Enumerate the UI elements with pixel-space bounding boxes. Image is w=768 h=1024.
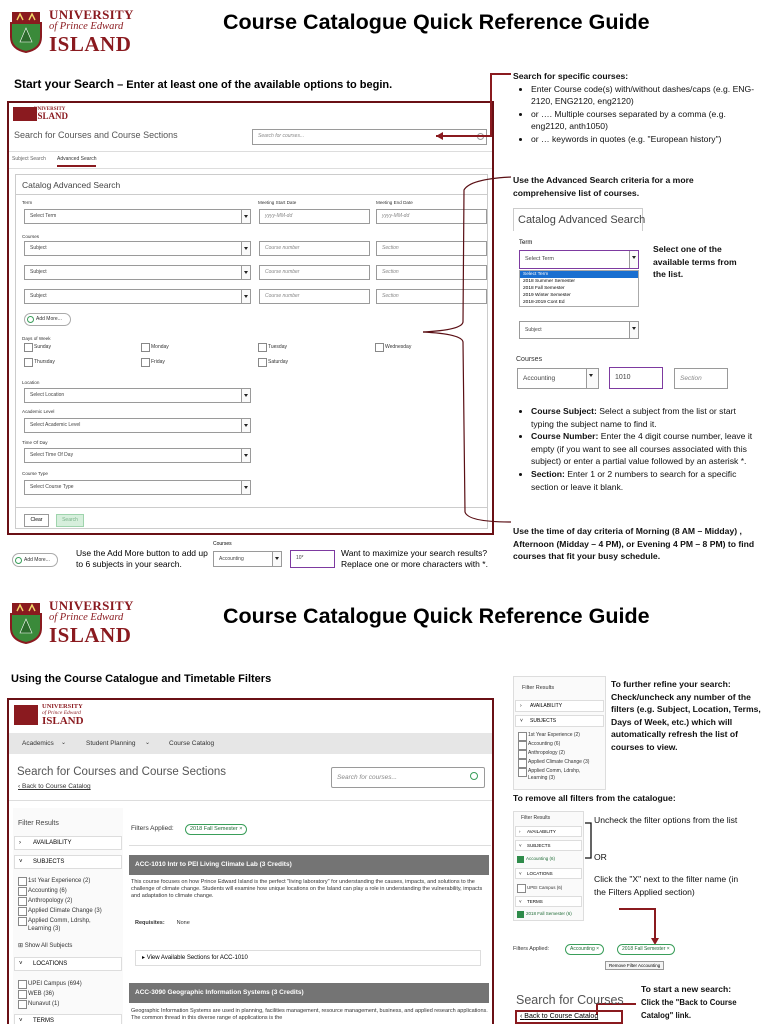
add-more-label: Add More... — [36, 316, 62, 322]
mock2-header-title: Search for Courses and Course Sections — [17, 766, 227, 778]
hint-item: • or … keywords in quotes (e.g. "European history") — [531, 133, 763, 146]
start-date-label: Meeting Start Date — [258, 200, 297, 205]
course2-desc: Geographic Information Systems are used in planning, facilities management, resource management, business, and applied research applications. The common thread in this diverse range of applications is the — [131, 1008, 488, 1021]
bottom-number-input[interactable]: 10* — [290, 550, 335, 568]
mock-header-title: Search for Courses and Course Sections — [14, 130, 178, 140]
maximize-explainer: Want to maximize your search results? Replace one or more characters with *. — [341, 548, 488, 569]
course-number-3[interactable]: Course number — [259, 289, 370, 304]
zoom-term-panel — [513, 208, 646, 348]
search-button[interactable]: Search — [56, 514, 84, 527]
req-value: None — [176, 920, 190, 926]
bottom-subject-select[interactable] — [213, 551, 282, 567]
day-friday[interactable]: Friday — [141, 358, 165, 366]
course2-title: ACC-3090 Geographic Information Systems (3 Credits) — [135, 989, 304, 996]
hint-specific — [513, 70, 763, 146]
term-option[interactable]: Select Term — [520, 271, 638, 278]
brand-line3: ISLAND — [49, 31, 132, 56]
zoom2-fall: 2018 Fall Semester (6) — [526, 911, 572, 916]
level-label: Academic Level — [22, 409, 55, 414]
zoom-subject-item[interactable]: 1st Year Experience (2) — [518, 732, 580, 739]
filters-section-title: Using the Course Catalogue and Timetable Filters — [11, 673, 272, 685]
day-wednesday[interactable]: Wednesday — [375, 343, 411, 351]
subject-select-value: Subject — [30, 269, 47, 275]
location-filter-item[interactable]: WEB (36) — [18, 990, 54, 998]
end-date-label: Meeting End Date — [376, 200, 413, 205]
chevron-right-icon: › — [520, 703, 522, 709]
zoom-courses-section[interactable]: Section — [674, 368, 728, 389]
chevron-down-icon: ˅ — [19, 859, 23, 865]
chevron-right-icon: › — [19, 840, 21, 846]
section-3[interactable]: Section — [376, 289, 487, 304]
section-1[interactable]: Section — [376, 241, 487, 256]
bottom-subject-value: Accounting — [219, 556, 244, 562]
course1-desc: This course focuses on how Prince Edward Island is the perfect "living laboratory" for understanding the causes, impacts, and solutions to the challenge of climate change. Students will examine how unique locations on the Island can play a role in understanding the vulnerability, impacts and adaptation to climate change. — [131, 879, 483, 899]
section-2[interactable]: Section — [376, 265, 487, 280]
close-icon[interactable]: × — [596, 946, 600, 952]
zoom-chip1-label: Accounting — [570, 946, 595, 952]
day-thursday[interactable]: Thursday — [24, 358, 55, 366]
course-number-2[interactable]: Course number — [259, 265, 370, 280]
start-search-label: Start your Search — [14, 77, 115, 91]
refine-lead: To further refine your search: — [611, 679, 731, 689]
chevron-down-icon: ˅ — [520, 718, 523, 724]
zoom-back-link-label: Back to Course Catalog — [524, 1013, 599, 1020]
new-search-lead: To start a new search: — [641, 984, 732, 994]
term-option[interactable]: 2018-2019 Cont Ed — [523, 300, 565, 305]
term-option[interactable]: 2018 Summer Semester — [523, 279, 575, 284]
brand-line2: of Prince Edward — [49, 21, 124, 32]
hint-advanced: Use the Advanced Search criteria for a more comprehensive list of courses. — [513, 175, 694, 198]
filters-applied-label: Filters Applied: — [131, 825, 174, 832]
crumb-student-planning[interactable]: Student Planning — [86, 740, 136, 747]
crumb-academics[interactable]: Academics — [22, 740, 54, 747]
bullet-subject — [531, 405, 761, 430]
location-filter-item[interactable]: Nunavut (1) — [18, 1000, 59, 1008]
page-title-2: Course Catalogue Quick Reference Guide — [223, 604, 650, 628]
zoom2-loc-label: LOCATIONS — [527, 871, 553, 876]
new-search-text: Click the "Back to Course Catalog" link. — [641, 997, 737, 1021]
zoom-back-panel — [513, 990, 635, 1024]
zoom-chip-fall[interactable] — [617, 944, 675, 955]
zoom-back-link[interactable] — [515, 1010, 623, 1024]
location-filter-item[interactable]: UPEI Campus (694) — [18, 980, 82, 988]
chevron-down-icon: ˅ — [19, 1018, 23, 1024]
chevron-down-icon: ⌄ — [145, 740, 151, 746]
zoom2-accounting: Accounting (6) — [526, 856, 556, 861]
chevron-down-icon — [586, 369, 598, 388]
chevron-down-icon: ˅ — [19, 961, 23, 967]
type-value: Select Course Type — [30, 484, 74, 490]
subject-filter-item[interactable]: Anthropology (2) — [18, 897, 72, 905]
start-date-input[interactable]: yyyy-MM-dd — [259, 209, 370, 224]
add-more-explainer: Use the Add More button to add up to 6 subjects in your search. — [76, 548, 208, 569]
chevron-down-icon — [629, 322, 638, 338]
availability-label: AVAILABILITY — [33, 840, 72, 846]
bullet-number-term: Course Number: — [531, 431, 599, 442]
end-date-input[interactable]: yyyy-MM-dd — [376, 209, 487, 224]
zoom-term-title: Catalog Advanced Search — [513, 208, 643, 231]
chevron-down-icon: ⌄ — [61, 740, 67, 746]
zoom-filter1-title: Filter Results — [522, 685, 555, 691]
term-option[interactable]: 2018 Fall Semester — [523, 286, 565, 291]
bullet-subject-text: Select a subject from the list or start typing the subject name to find it. — [531, 406, 736, 429]
zoom-courses-subject-value: Accounting — [523, 375, 556, 382]
chevron-down-icon — [629, 251, 638, 268]
req-label: Requisites: — [135, 920, 165, 926]
chevron-left-icon: ‹ — [18, 783, 22, 790]
mock-panel-title: Catalog Advanced Search — [22, 180, 121, 190]
zoom-subject-item[interactable]: Anthropology (2) — [518, 750, 565, 757]
days-label: Days of Week — [22, 336, 51, 341]
course-number-1[interactable]: Course number — [259, 241, 370, 256]
brand-line3: ISLAND — [49, 622, 132, 647]
uncheck-text: Uncheck the filter options from the list — [594, 815, 738, 825]
zoom-subject-select[interactable] — [519, 321, 639, 339]
bottom-add-more-label: Add More... — [24, 557, 50, 563]
remove-filter-tooltip: Remove Filter Accounting — [605, 961, 664, 970]
tab-advanced-search[interactable]: Advanced Search — [57, 156, 96, 167]
mock-brand3: ISLAND — [42, 715, 84, 727]
zoom-term-options — [519, 270, 639, 307]
zoom-subj-label: SUBJECTS — [530, 718, 557, 724]
chevron-down-icon: ˅ — [519, 843, 522, 848]
zoom2-subj-label: SUBJECTS — [527, 843, 551, 848]
mock-brand1: UNIVERSITY — [42, 703, 83, 710]
zoom-subject-value: Subject — [525, 327, 542, 333]
zoom-term-label: Term — [519, 240, 533, 246]
locations-label: LOCATIONS — [33, 961, 68, 967]
subject-select-value: Subject — [30, 293, 47, 299]
zoom-applied-row — [513, 944, 688, 974]
remove-all-title: To remove all filters from the catalogue: — [513, 793, 676, 803]
field-bullets — [513, 405, 761, 493]
subject-filter-item[interactable]: Accounting (6) — [18, 887, 67, 895]
zoom-filter2-title: Filter Results — [521, 815, 551, 821]
zoom-chip2-label: 2018 Fall Semester — [622, 946, 666, 952]
page-title-1: Course Catalogue Quick Reference Guide — [223, 10, 650, 34]
clear-button[interactable]: Clear — [24, 514, 49, 527]
close-icon[interactable]: × — [239, 826, 243, 832]
mock-brand1: UNIVERSITY — [34, 107, 66, 112]
brand-line2: of Prince Edward — [49, 612, 124, 623]
zoom-subject-item[interactable]: Accounting (6) — [518, 741, 560, 748]
term-option[interactable]: 2019 Winter Semester — [523, 293, 571, 298]
tab-subject-search[interactable]: Subject Search — [12, 156, 46, 162]
subject-select-value: Subject — [30, 245, 47, 251]
level-value: Select Academic Level — [30, 422, 81, 428]
chevron-left-icon: ‹ — [520, 1013, 525, 1020]
hint-item: • Enter Course code(s) with/without dashes/caps (e.g. ENG-2120, ENG2120, eng2120) — [531, 83, 763, 108]
bottom-courses-label: Courses — [213, 541, 232, 547]
subject-filter-item[interactable]: Applied Comm, Ldrshp, Learning (3) — [18, 917, 108, 933]
start-search-suffix: – Enter at least one of the available options to begin. — [114, 79, 393, 91]
type-label: Course Type — [22, 471, 48, 476]
chevron-down-icon: ˅ — [519, 899, 522, 904]
day-sunday[interactable]: Sunday — [24, 343, 51, 351]
refine-text: Check/uncheck any number of the filters (e.g. Subject, Location, Terms, Days of Week, etc.) which will automatically refresh the list of courses to view. — [611, 691, 761, 752]
bullet-section — [531, 468, 761, 493]
hint-item: • or …. Multiple courses separated by a comma (e.g. eng2120, anth1050) — [531, 108, 763, 133]
zoom-term-select[interactable] — [519, 250, 639, 269]
brand-line1: UNIVERSITY — [49, 7, 134, 22]
chevron-right-icon: › — [519, 829, 521, 834]
mock-brand2: of Prince Edward — [42, 709, 81, 716]
bullet-section-term: Section: — [531, 468, 565, 479]
time-hint: Use the time of day criteria of Morning (8 AM – Midday) , Afternoon (Midday – 4 PM), or Evening 4 PM – 8 PM) to find courses that fit your busy schedule. — [513, 526, 755, 562]
courses-label: Courses — [22, 234, 40, 239]
brand-line1: UNIVERSITY — [49, 598, 134, 613]
term-select-value: Select Term — [30, 213, 57, 219]
bottom-add-more-button[interactable] — [12, 553, 58, 567]
term-label: Term — [22, 200, 33, 205]
day-saturday[interactable]: Saturday — [258, 358, 288, 366]
back-link-label: Back to Course Catalog — [21, 783, 91, 790]
bullet-number-text: Enter the 4 digit course number, leave it empty (if you want to see all courses associated with this subject) or enter a partial value followed by an asterisk *. — [531, 431, 753, 467]
zoom-chip-accounting[interactable] — [565, 944, 604, 955]
chevron-down-icon: ˅ — [519, 871, 522, 876]
subject-filter-item[interactable]: Applied Climate Change (3) — [18, 907, 102, 915]
zoom-avail-label: AVAILABILITY — [530, 703, 563, 709]
mock-search-input[interactable]: Search for courses... — [252, 129, 487, 145]
chevron-right-icon: ▸ — [142, 955, 147, 961]
zoom-subject-item[interactable]: Applied Climate Change (3) — [518, 759, 589, 766]
zoom-applied-label: Filters Applied: — [513, 946, 550, 952]
day-tuesday[interactable]: Tuesday — [258, 343, 287, 351]
terms-label: TERMS — [33, 1018, 54, 1024]
new-search-hint — [641, 983, 765, 1023]
clickx-text: Click the "X" next to the filter name (in the Filters Applied section) — [594, 874, 739, 897]
close-icon[interactable]: × — [666, 946, 670, 952]
or-text: OR — [594, 852, 607, 862]
time-label: Time Of Day — [22, 440, 48, 445]
expand-icon: ⊞ — [18, 943, 25, 949]
zoom-subject-item[interactable]: Applied Comm, Ldrshp, Learning (3) — [518, 768, 596, 782]
plus-circle-icon — [15, 557, 22, 564]
filter-chip-label: 2018 Fall Semester — [190, 826, 238, 832]
course1-title: ACC-1010 Intr to PEI Living Climate Lab (3 Credits) — [135, 861, 292, 868]
mock-brand3: ISLAND — [34, 111, 69, 121]
term-note: Select one of the available terms from the list. — [653, 244, 737, 280]
show-all-label: Show All Subjects — [24, 943, 73, 949]
hint-specific-title: Search for specific courses: — [513, 71, 629, 81]
zoom-back-title: Search for Courses — [516, 993, 624, 1007]
chevron-down-icon — [272, 552, 281, 566]
day-monday[interactable]: Monday — [141, 343, 169, 351]
sections-label: View Available Sections for ACC-1010 — [146, 955, 248, 961]
bullet-number — [531, 430, 761, 468]
zoom-courses-number[interactable]: 1010 — [609, 367, 663, 389]
filter-results-title: Filter Results — [18, 820, 59, 827]
location-label: Location — [22, 380, 40, 385]
zoom-courses-label: Courses — [516, 356, 543, 363]
time-value: Select Time Of Day — [30, 452, 74, 458]
zoom2-upei[interactable]: UPEI Campus (6) — [517, 884, 562, 891]
zoom-courses-subject[interactable] — [517, 368, 599, 389]
subject-filter-item[interactable]: 1st Year Experience (2) — [18, 877, 90, 885]
zoom2-avail-label: AVAILABILITY — [527, 829, 556, 834]
crumb-course-catalog: Course Catalog — [169, 740, 215, 747]
mock2-search-input[interactable]: Search for courses... — [331, 767, 485, 788]
bullet-section-text: Enter 1 or 2 numbers to search for a specific section or leave it blank. — [531, 468, 737, 492]
zoom2-terms-label: TERMS — [527, 899, 543, 904]
subjects-label: SUBJECTS — [33, 859, 65, 865]
zoom-term-value: Select Term — [525, 256, 554, 262]
location-value: Select Location — [30, 392, 65, 398]
bullet-subject-term: Course Subject: — [531, 406, 597, 416]
